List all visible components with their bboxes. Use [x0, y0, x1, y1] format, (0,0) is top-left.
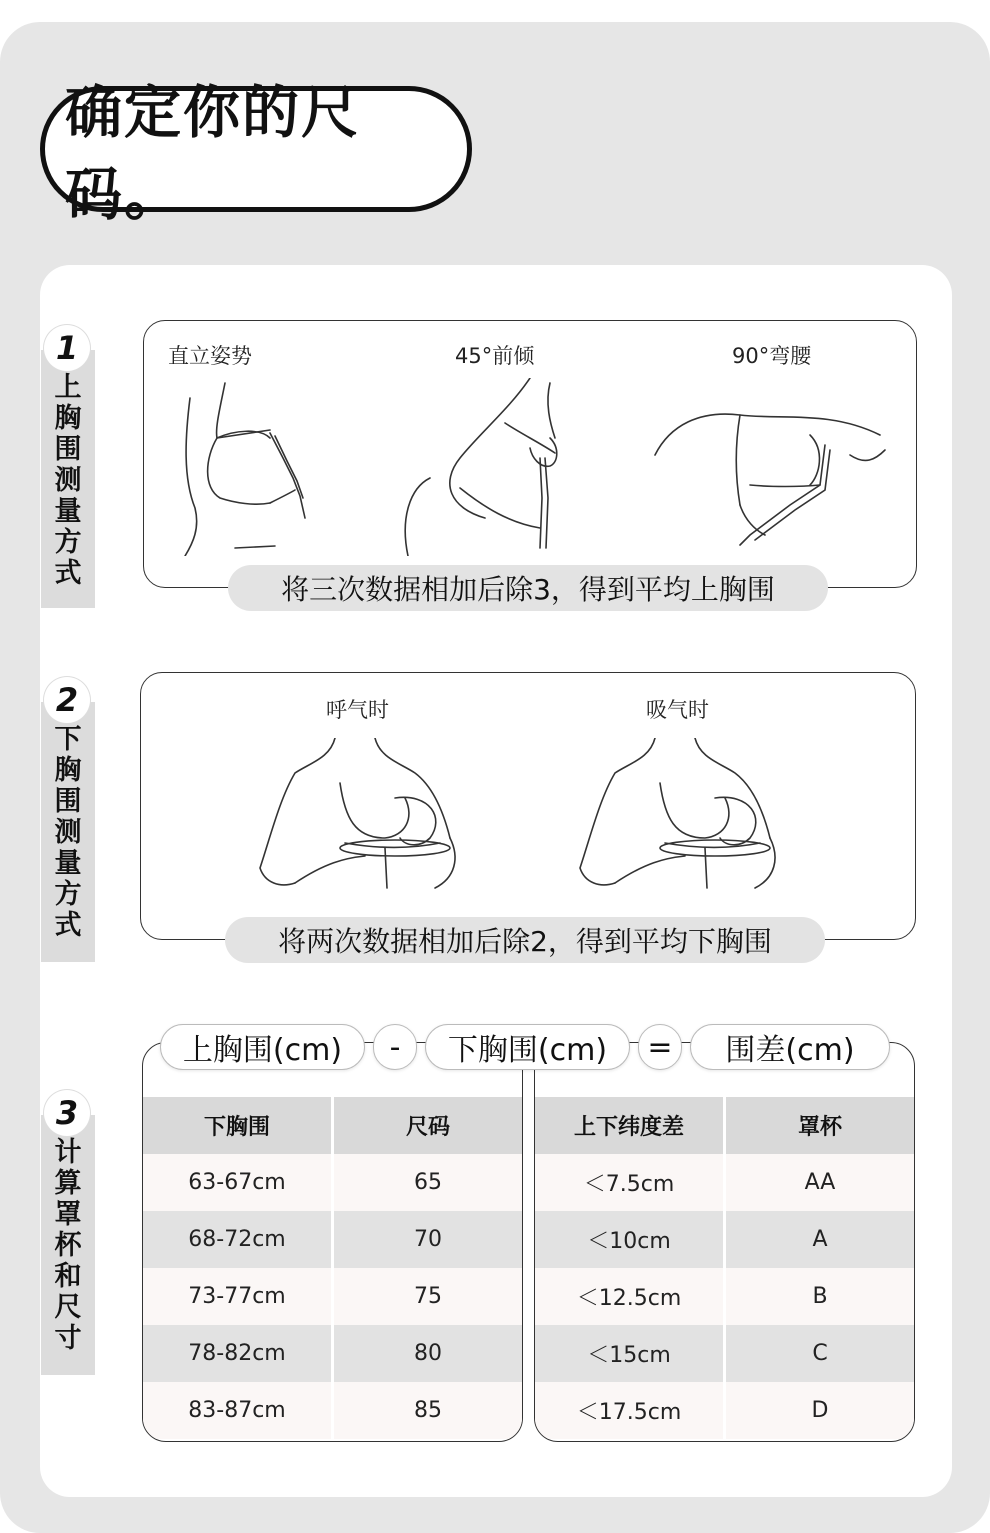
step-3-label [41, 1115, 95, 1375]
inhale-figure-illustration [575, 738, 785, 898]
page-title-text: 确定你的尺码。 [65, 80, 360, 228]
exhale-label: 呼气时 [326, 698, 389, 722]
page-title [40, 80, 472, 228]
formula-equals: = [638, 1024, 682, 1070]
step-1-char: 测 [54, 465, 82, 496]
table-cell: ＜7.5cm [535, 1154, 723, 1211]
step-2-char: 下 [54, 724, 82, 755]
table-row [143, 1382, 522, 1439]
step-1-char: 围 [54, 434, 82, 465]
step-3-char: 尺 [54, 1292, 82, 1323]
table-cell: 83-87cm [143, 1382, 331, 1439]
table-cell: 70 [331, 1211, 522, 1268]
step-2-char: 胸 [54, 755, 82, 786]
table-cell: 78-82cm [143, 1325, 331, 1382]
lean-figure-illustration [400, 378, 570, 556]
table-cell: D [723, 1382, 914, 1439]
step-3-char: 计 [54, 1137, 82, 1168]
table-cell: 68-72cm [143, 1211, 331, 1268]
table-cell: AA [723, 1154, 914, 1211]
cup-table-header-cell: 罩杯 [723, 1097, 914, 1154]
pose-upright-label: 直立姿势 [168, 344, 252, 368]
table-row [143, 1268, 522, 1325]
pose-bend-90-label: 90°弯腰 [732, 344, 812, 368]
step-1-char: 方 [54, 527, 82, 558]
step-3-char: 杯 [54, 1230, 82, 1261]
table-row [535, 1325, 914, 1382]
step-2-char: 量 [54, 848, 82, 879]
table-row [143, 1325, 522, 1382]
table-cell: 65 [331, 1154, 522, 1211]
table-cell: B [723, 1268, 914, 1325]
table-cell: ＜15cm [535, 1325, 723, 1382]
formula-upper-bust: 上胸围(cm) [160, 1024, 365, 1070]
pose-lean-45-label: 45°前倾 [455, 344, 535, 368]
table-cell: 80 [331, 1325, 522, 1382]
table-row [143, 1211, 522, 1268]
step-1-char: 式 [54, 558, 82, 589]
step-2-number: 2 [44, 677, 90, 723]
upright-figure-illustration [175, 378, 320, 556]
formula-minus: - [373, 1024, 417, 1070]
table-cell: 73-77cm [143, 1268, 331, 1325]
table-cell: A [723, 1211, 914, 1268]
cup-table [534, 1042, 915, 1442]
step-2-char: 式 [54, 910, 82, 941]
step-1-char: 量 [54, 496, 82, 527]
under-bust-caption: 将两次数据相加后除2，得到平均下胸围 [225, 917, 825, 963]
table-row [535, 1154, 914, 1211]
upper-bust-caption: 将三次数据相加后除3，得到平均上胸围 [228, 565, 828, 611]
table-cell: 85 [331, 1382, 522, 1439]
table-row [535, 1382, 914, 1439]
size-table-header-cell: 尺码 [331, 1097, 522, 1154]
step-2-label [41, 702, 95, 962]
step-3-number: 3 [44, 1090, 90, 1136]
cup-table-header-cell: 上下纬度差 [535, 1097, 723, 1154]
table-cell: ＜12.5cm [535, 1268, 723, 1325]
step-3-char: 罩 [54, 1199, 82, 1230]
table-cell: 75 [331, 1268, 522, 1325]
cup-table-header [535, 1097, 914, 1154]
bend-figure-illustration [650, 395, 890, 555]
inhale-label: 吸气时 [646, 698, 709, 722]
table-cell: 63-67cm [143, 1154, 331, 1211]
table-row [535, 1268, 914, 1325]
table-cell: C [723, 1325, 914, 1382]
formula-under-bust: 下胸围(cm) [425, 1024, 630, 1070]
formula-difference: 围差(cm) [690, 1024, 890, 1070]
table-row [535, 1211, 914, 1268]
step-1-char: 上 [54, 372, 82, 403]
step-3-char: 和 [54, 1261, 82, 1292]
size-table-header [143, 1097, 522, 1154]
table-cell: ＜10cm [535, 1211, 723, 1268]
step-3-char: 算 [54, 1168, 82, 1199]
size-table-header-cell: 下胸围 [143, 1097, 331, 1154]
table-cell: ＜17.5cm [535, 1382, 723, 1439]
step-3-char: 寸 [54, 1323, 82, 1354]
step-1-char: 胸 [54, 403, 82, 434]
step-2-char: 方 [54, 879, 82, 910]
table-row [143, 1154, 522, 1211]
step-1-label [41, 350, 95, 608]
size-table [142, 1042, 523, 1442]
step-2-char: 测 [54, 817, 82, 848]
step-2-char: 围 [54, 786, 82, 817]
exhale-figure-illustration [255, 738, 465, 898]
step-1-number: 1 [44, 325, 90, 371]
